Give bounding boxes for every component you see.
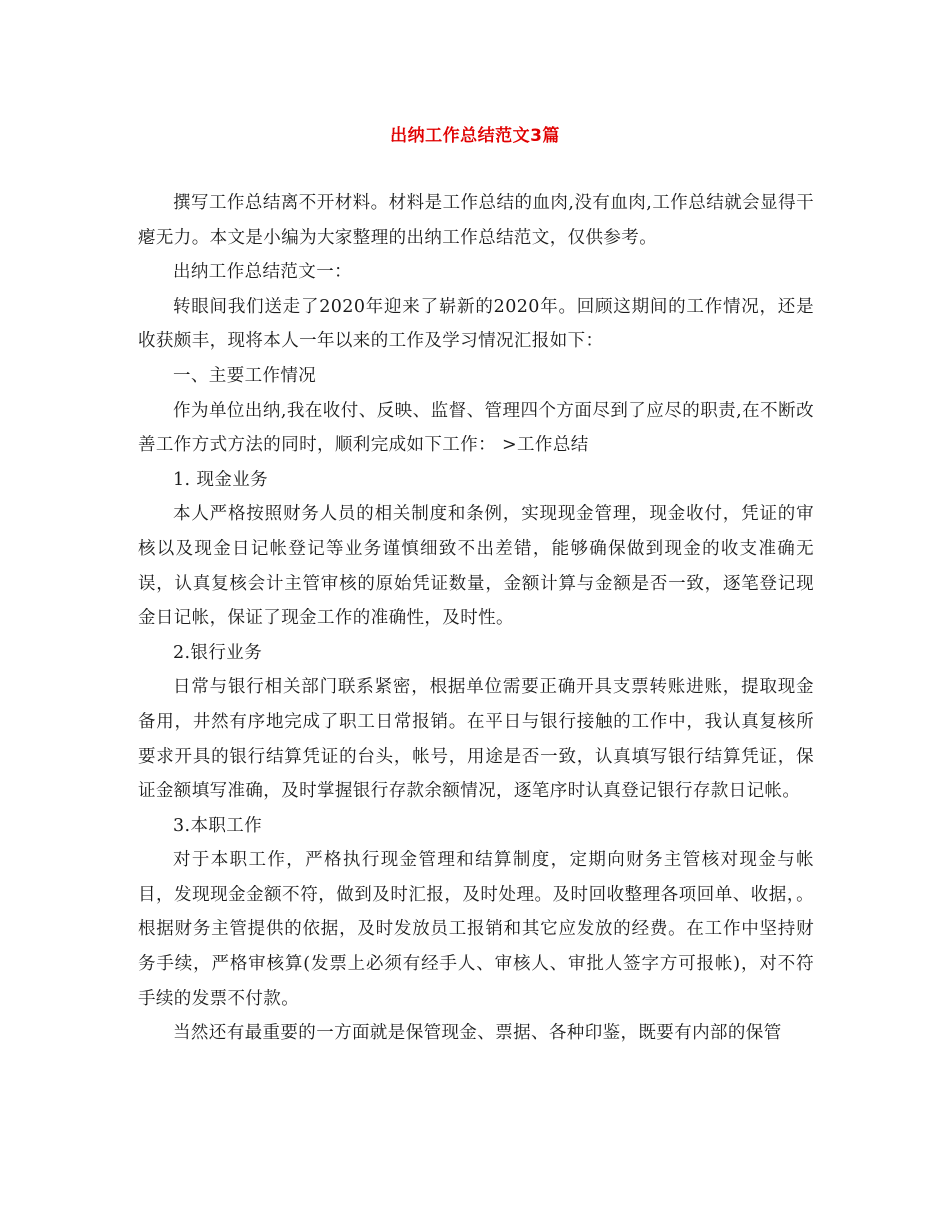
- document-title: 出纳工作总结范文3篇: [390, 126, 560, 146]
- section-heading-main-work: 一、主要工作情况: [173, 365, 317, 386]
- paragraph-own-work: 对于本职工作，严格执行现金管理和结算制度，定期向财务主管核对现金与帐目，发现现金金额不符，做到及时汇报，及时处理。及时回收整理各项回单、收据，。根据财务主管提供的依据，及时发放员工报销和其它应发放的经费。在工作中坚持财务手续，严格审核算(发票上必须有经手人、审核人、审批人签字方可报帐)，对不符手续的发票不付款。: [138, 850, 814, 1009]
- document-body: [138, 186, 814, 1051]
- paragraph-duties: 作为单位出纳,我在收付、反映、监督、管理四个方面尽到了应尽的职责,在不断改善工作方式方法的同时，顺利完成如下工作： >工作总结: [138, 400, 814, 456]
- paragraph-cash: 本人严格按照财务人员的相关制度和条例，实现现金管理，现金收付，凭证的审核以及现金日记帐登记等业务谨慎细致不出差错，能够确保做到现金的收支准确无误，认真复核会计主管审核的原始凭证数量，金额计算与金额是否一致，逐笔登记现金日记帐，保证了现金工作的准确性，及时性。: [138, 504, 814, 629]
- paragraph-custody: 当然还有最重要的一方面就是保管现金、票据、各种印鉴，既要有内部的保管: [173, 1023, 782, 1044]
- section-heading-sample-one: 出纳工作总结范文一：: [173, 262, 352, 283]
- section-heading-cash: 1. 现金业务: [173, 469, 269, 490]
- section-heading-bank: 2.银行业务: [173, 642, 263, 663]
- paragraph-intro: 撰写工作总结离不开材料。材料是工作总结的血肉,没有血肉,工作总结就会显得干瘪无力。本文是小编为大家整理的出纳工作总结范文，仅供参考。: [138, 193, 814, 248]
- paragraph-bank: 日常与银行相关部门联系紧密，根据单位需要正确开具支票转账进账，提取现金备用，井然有序地完成了职工日常报销。在平日与银行接触的工作中，我认真复核所要求开具的银行结算凭证的台头，帐号，用途是否一致，认真填写银行结算凭证，保证金额填写准确，及时掌握银行存款余额情况，逐笔序时认真登记银行存款日记帐。: [138, 677, 814, 802]
- section-heading-own-work: 3.本职工作: [173, 815, 263, 836]
- paragraph-review: 转眼间我们送走了2020年迎来了崭新的2020年。回顾这期间的工作情况，还是收获颇丰，现将本人一年以来的工作及学习情况汇报如下：: [138, 296, 814, 352]
